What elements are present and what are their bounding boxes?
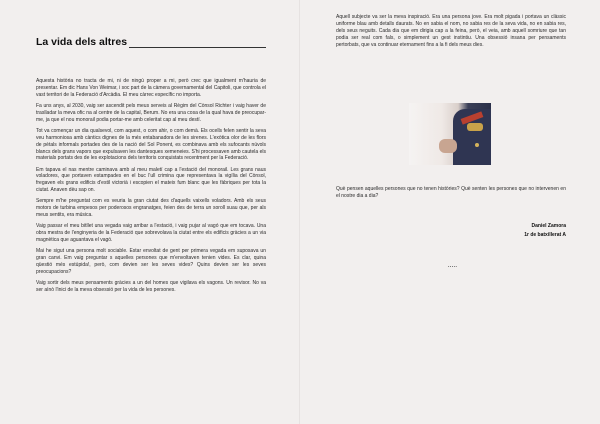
photo-button bbox=[475, 143, 479, 147]
title-underline bbox=[129, 38, 266, 48]
paragraph: Aquell subjecte va ser la meva inspiració. Era una persona jove. Era molt pigada i portava un clàssic uniforme blau amb detalls daurats. No en sabia el nom, no sabia res de la seva vida, no en sabia res, dels seus neguits. Cada dia que em dirigia cap a la feina, però, el veia, amb aquell somriure que tan podia ser real com fals, o simplement un gest instintiu. Una obsessió insana per pensaments pertorbats, que va continuar eternament fins a la fi dels meus dies. bbox=[336, 14, 566, 48]
paragraph: Aquesta història no tracta de mi, ni de ningú proper a mi, però crec que igualment m'hauria de presentar. Em dic Hans Von Weimar, i soc part de la càmera governamental del Capitoli, que controla el vast territori de la Federació d'Arcàdia. El meu càrrec específic no importa. bbox=[36, 78, 266, 98]
left-text-column bbox=[36, 78, 266, 298]
title-row bbox=[36, 36, 266, 48]
author-name: Daniel Zamora bbox=[531, 223, 566, 229]
uniformed-person-photo bbox=[409, 103, 491, 165]
paragraph: Sempre m'he preguntat com es veuria la gran ciutat des d'aquells vaixells voladors. Amb els seus motors de turbina empesos per poderosos engranatges, feien des de terra un soroll suau que, per als meus sentits, era música. bbox=[36, 198, 266, 219]
paragraph: Fa uns anys, al 2030, vaig ser ascendit pels meus serveis al Règim del Cònsol Richter i vaig haver de traslladar la meva ofic na al centre de la capital, Berum. No era una cosa de la qual hava de preocupar-me, ja que el nou monorail podia portar-me amb celeritat cap al meu destí. bbox=[36, 102, 266, 123]
right-text-column bbox=[336, 14, 566, 53]
photo-hand bbox=[439, 139, 457, 153]
right-page bbox=[300, 0, 600, 424]
signature-block bbox=[524, 222, 566, 240]
photo-epaulette bbox=[467, 123, 483, 131]
paragraph: Vaig sortir dels meus pensaments gràcies a un del homes que vigilava els vagons. Un revisor. No va ser aìnò l'inici de la meva obsessió per la vida de les persones. bbox=[36, 279, 266, 293]
closing-question bbox=[336, 186, 566, 204]
author-course: 1r de batxillerat A bbox=[524, 232, 566, 238]
end-ellipsis: ..... bbox=[448, 263, 458, 269]
paragraph: Mai he sigut una persona molt sociable. Estar envoltat de gent per primera vegada em suposava un gran canvi. Em vaig preguntar s aquelles persones que m'envoltaven tenien vides. Es clar, quina qüestió més estúpida!, però, com devien ser les seves vides? Quins devien ser les seves preocupacions? bbox=[36, 248, 266, 275]
paragraph: Tot va començar un dia qualsevol, com aquest, o com ahir, o com demà. Els ocells felen sentir la seva veu harmoniosa amb càntics dignes de la més entabanadora de les sirenes. L'exòtica olor de les flors de pètals informals portades des de la nació del Sol Ponent, es combinava amb els sufocants núvols blancs dels grans vapors que expulsaven les dantesques xemeneies. S'hi processaven amb cautela els materials portats des de les explotacions dels territoris conquistats recentment per la Federació. bbox=[36, 127, 266, 162]
paragraph: Vaig passar el meu bitllet una vegada vaig arribar a l'estació, i vaig pujar al vagó que em tocava. Una obra mestra de l'enginyeria de la Federació que sobrevolava la ciutat entre els edificis gràcies a un via magnètica que aguantava el vagó. bbox=[36, 223, 266, 244]
paragraph: Em tapava el nas mentre caminava amb al meu maletí cap a l'estació del monorail. Les grans naus voladores, que portaven estampades en el buc l'ull crimina que representava la vigília del Cònsol, fregaven els grans edificis d'estil victorià i escopien el mateix fum blanc que les fàbriques per tota la ciutat. Anaven dèu sap on. bbox=[36, 166, 266, 194]
question-text: Què pensen aquelles persones que no tenen històries? Què senten les persones que no intervenen en el nostre dia a dia? bbox=[336, 186, 566, 199]
page-title: La vida dels altres bbox=[36, 36, 128, 48]
